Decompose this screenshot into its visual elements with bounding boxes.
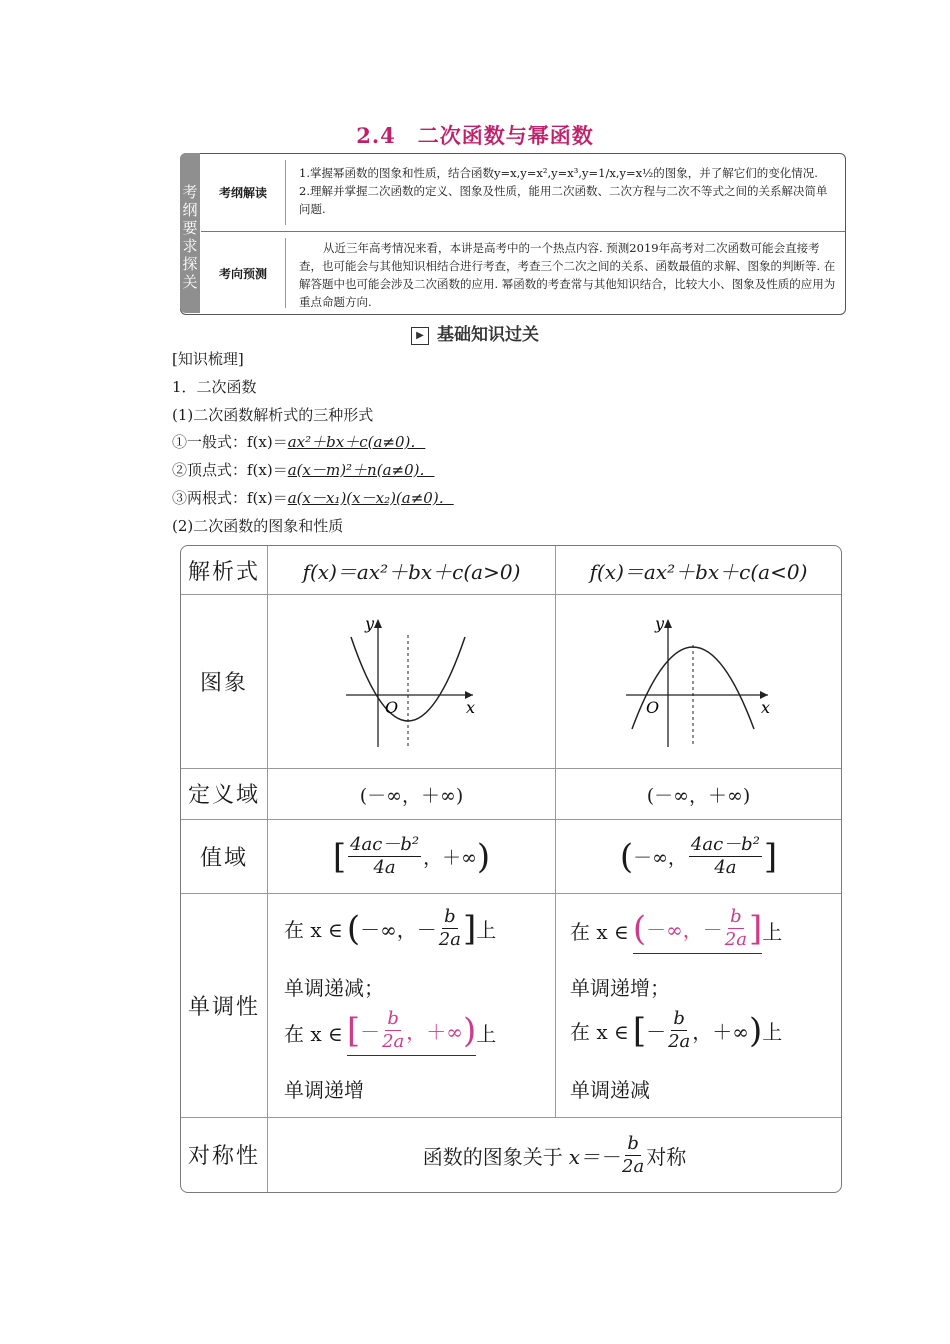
y-axis-arrow-icon [374,619,382,628]
header-a-negative: f(x)＝ax²＋bx＋c(a<0) [589,559,808,584]
form-answer: ax²＋bx＋c(a≠0)． [287,433,426,451]
heading-forms: (1)二次函数解析式的三种形式 [172,406,374,424]
origin-label: O [646,698,660,717]
fraction-num: b [387,1008,399,1029]
mono-line-2: 在 x ∈ [ － $\frac{b}{2a}$ ，＋∞ ) 上 [570,1008,783,1052]
mono-suffix: 上 [762,1020,783,1044]
side-char: 关 [182,273,198,291]
form-general [172,431,425,452]
mono-line-1: 在 x ∈ ( －∞，－ $\frac{b}{2a}$ ] 上 [284,906,497,950]
symmetry-text: 对称 [646,1144,687,1169]
range-fraction [689,834,762,879]
range-a-negative [556,820,841,893]
mono-answer: ( －∞，－ $\frac{b}{2a}$ ] [633,906,762,954]
monotonicity-a-negative [556,894,841,1117]
mono-suffix: 上 [762,919,783,944]
heading-graph-properties: (2)二次函数的图象和性质 [172,517,344,535]
symmetry-x: x＝－ [568,1144,621,1169]
mono-line-2 [284,1008,496,1056]
mono-prefix: 在 x ∈ [570,919,629,944]
header-a-positive: f(x)＝ax²＋bx＋c(a>0) [302,559,521,584]
domain-a-positive: (－∞，＋∞) [359,784,464,807]
side-char: 纲 [182,201,198,219]
y-axis-arrow-icon [664,619,672,628]
mono-neg: － [646,1020,667,1044]
fraction-den: 4a [714,857,737,878]
mono-prefix: 在 x ∈ [284,918,343,942]
mono-answer: [ － $\frac{b}{2a}$ ，＋∞ ) [347,1008,476,1056]
axis-label-y: y [365,614,375,633]
fraction-num: 4ac－b² [350,834,420,855]
domain-a-negative: (－∞，＋∞) [646,784,751,807]
bracket-left: [ [332,836,347,877]
side-char: 求 [182,237,198,255]
form-answer: a(x－x₁)(x－x₂)(a≠0)． [287,489,454,507]
mono-inc-text: 单调递增 [284,1078,364,1102]
range-head: －∞， [633,847,687,869]
mono-fraction [439,906,461,951]
mono-fraction [725,906,747,951]
row-label-symmetry: 对称性 [187,1144,260,1169]
graph-downward-parabola [556,595,841,767]
row-text: 1.掌握幂函数的图象和性质，结合函数y=x,y=x²,y=x³,y=1/x,y=x½的图象，并了解它们的变化情况. 2.理解并掌握二次函数的定义、图象及性质，能用二次函数、二次方程与二次不等式之间的关系解决简单问题. [299,166,828,216]
requirements-side-label [180,153,200,313]
form-roots [172,487,454,508]
row-text: 从近三年高考情况来看，本讲是高考中的一个热点内容. 预测2019年高考对二次函数可能会直接考查，也可能会与其他知识相结合进行考查，考查三个二次之间的关系、函数最值的求解、图象的判断等. 在解答题中也可能会涉及二次函数的应用. 幂函数的考查常与其他知识结合，比较大小、图象及性质的应用为重点命题方向. [299,241,836,309]
requirements-box [180,153,846,315]
row-label-domain: 定义域 [187,783,260,808]
fraction-den: 2a [438,929,461,950]
mono-prefix: 在 x ∈ [570,1020,629,1044]
graph-upward-parabola [268,595,555,767]
fraction-num: b [730,906,742,927]
row-label: 考纲解读 [218,186,267,200]
symmetry-fraction [622,1133,644,1178]
range-tail: ，＋∞ [423,847,477,869]
fraction-den: 2a [724,929,747,950]
mono-line-1 [570,906,782,954]
paren-right: ) [476,836,491,877]
symmetry-cell [268,1118,841,1192]
mono-suffix: 上 [476,1021,497,1046]
form-answer: a(x－m)²＋n(a≠0)． [287,461,435,479]
requirements-row-syllabus [201,154,845,232]
axis-label-y: y [655,614,665,633]
mono-dec-text: 单调递减； [284,976,384,1000]
mono-inc-text: 单调递增； [570,976,670,1000]
axis-label-x: x [761,698,771,717]
fraction-num: 4ac－b² [690,834,760,855]
requirements-row-forecast [201,232,845,314]
mono-suffix: 上 [476,918,497,942]
row-label-range: 值域 [199,845,248,871]
mono-dec-text: 单调递减 [570,1078,650,1102]
fraction-num: b [627,1132,639,1154]
paren-left: ( [619,836,634,877]
section-tag: [知识梳理] [172,350,244,368]
bracket-right: ] [763,836,778,877]
row-label-graph: 图象 [199,670,248,696]
form-prefix: ③两根式：f(x)＝ [172,489,288,507]
axis-label-x: x [466,698,476,717]
mono-interval: ，＋∞ [692,1020,749,1044]
origin-label: O [385,698,399,717]
range-a-positive [268,820,555,893]
fraction-den: 2a [382,1031,405,1052]
row-label: 考向预测 [218,266,267,281]
mono-interval: －∞，－ [646,918,723,942]
mono-interval: ，＋∞ [406,1020,463,1044]
side-char: 探 [182,255,198,273]
side-char: 考 [182,183,198,201]
fraction-num: b [673,1008,685,1029]
monotonicity-a-positive [268,894,555,1117]
fraction-num: b [444,906,456,927]
section-banner [0,320,950,345]
symmetry-text: 函数的图象关于 [422,1144,563,1169]
mono-prefix: 在 x ∈ [284,1021,343,1046]
banner-text: 基础知识过关 [437,325,539,345]
mono-fraction [382,1008,404,1053]
form-prefix: ②顶点式：f(x)＝ [172,461,288,479]
form-vertex [172,459,434,480]
fraction-den: 2a [668,1031,691,1052]
side-char: 要 [182,219,198,237]
properties-table [180,545,842,1193]
row-label-monotonicity: 单调性 [187,994,260,1020]
mono-fraction [668,1008,690,1053]
play-icon: ▶ [411,327,429,345]
fraction-den: 4a [373,857,396,878]
mono-neg: － [360,1020,381,1044]
page-title: 2.4 二次函数与幂函数 [356,123,594,148]
fraction-den: 2a [622,1155,645,1177]
mono-interval: －∞，－ [360,918,437,942]
form-prefix: ①一般式：f(x)＝ [172,433,288,451]
row-label-formula: 解析式 [187,559,260,585]
range-fraction [348,834,421,879]
heading-quadratic: 1．二次函数 [172,378,257,396]
